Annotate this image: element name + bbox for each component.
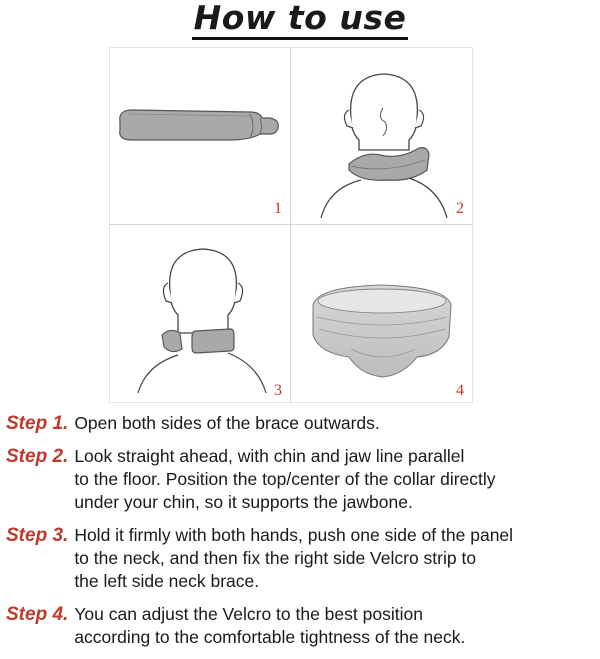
panel-1-open-brace (109, 47, 291, 225)
step-label: Step 2. (6, 446, 69, 467)
head-back-velcro-illustration (110, 225, 292, 403)
step-line: to the neck, and then fix the right side Velcro strip to (74, 548, 477, 568)
step-line: Open both sides of the brace outwards. (74, 413, 380, 433)
step-text (74, 445, 598, 514)
step-item (6, 445, 598, 514)
step-line: to the floor. Position the top/center of the collar directly (74, 469, 496, 489)
panel-2-brace-under-chin (291, 47, 473, 225)
panel-number: 3 (274, 382, 282, 399)
step-line: the left side neck brace. (74, 571, 260, 591)
step-line: Look straight ahead, with chin and jaw line parallel (74, 446, 465, 466)
step-item (6, 412, 598, 435)
head-back-brace-illustration (291, 48, 473, 226)
title-text: How to use (192, 0, 409, 40)
panel-number: 4 (456, 382, 464, 399)
step-item (6, 603, 598, 649)
step-line: You can adjust the Velcro to the best position (74, 604, 423, 624)
steps-list (6, 412, 598, 659)
panel-3-fix-velcro (109, 225, 291, 403)
panel-number: 2 (456, 200, 464, 217)
panel-number: 1 (274, 200, 282, 217)
step-text (74, 412, 598, 435)
step-item (6, 524, 598, 593)
step-text (74, 524, 598, 593)
step-line: under your chin, so it supports the jawbone. (74, 492, 413, 512)
step-label: Step 1. (6, 413, 69, 434)
panel-4-adjusted-brace (291, 225, 473, 403)
page-title (0, 0, 600, 37)
brace-product-illustration (291, 225, 473, 403)
step-line: according to the comfortable tightness of the neck. (74, 627, 466, 647)
step-label: Step 4. (6, 604, 69, 625)
step-line: Hold it firmly with both hands, push one side of the panel (74, 525, 514, 545)
step-label: Step 3. (6, 525, 69, 546)
step-text (74, 603, 598, 649)
instruction-image-grid (109, 47, 473, 403)
flat-brace-illustration (110, 48, 292, 226)
